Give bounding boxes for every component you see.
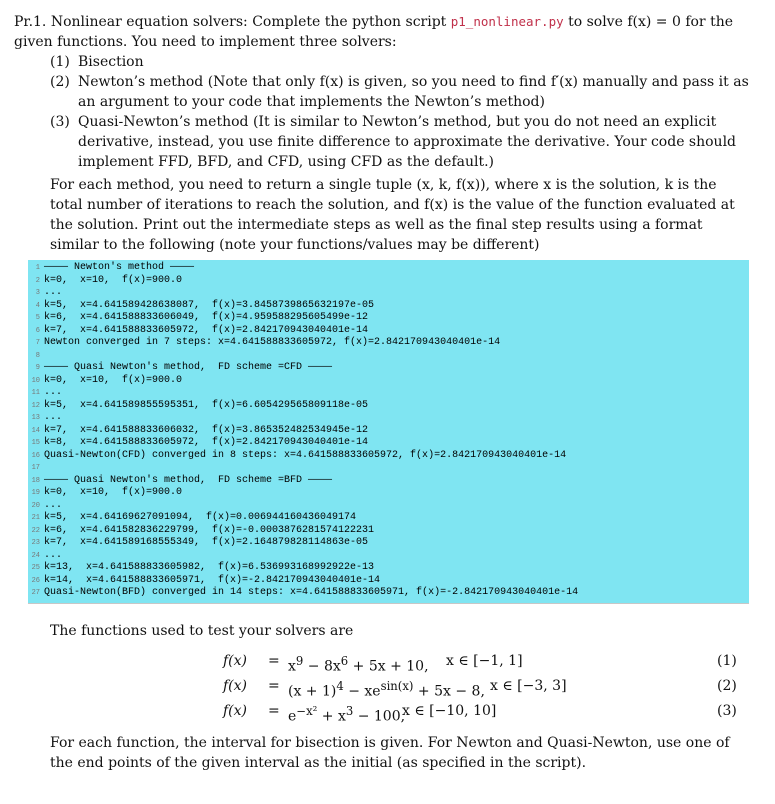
code-text: k=5, x=4.641589855595351, f(x)=6.605429565809118e-05 (44, 399, 369, 411)
code-text: k=5, x=4.64169627091094, f(x)=0.006944160436049174 (44, 512, 357, 523)
code-line (28, 500, 749, 512)
code-line (28, 425, 749, 437)
line-number: 19 (31, 489, 40, 497)
line-number: 25 (31, 564, 40, 572)
code-line (28, 462, 749, 474)
line-number: 8 (35, 351, 40, 360)
code-text: Quasi-Newton(BFD) converged in 14 steps: x=4.641588833605971, f(x)=-2.842170943040401e-14 (44, 587, 579, 598)
code-line (28, 400, 749, 412)
equation-lhs: f(x) (223, 678, 248, 694)
code-line (28, 587, 749, 599)
equation-number: (2) (717, 678, 737, 694)
line-number: 3 (35, 289, 40, 297)
code-line (28, 512, 749, 524)
equation-lhs: f(x) (223, 653, 248, 669)
code-line (28, 300, 749, 312)
code-line (28, 375, 749, 387)
method-instructions: For each method, you need to return a single tuple (x, k, f(x)), where x is the solution, k is the total number of iterations to reach the solution, and f(x) is the value of the function evaluated at the solution. Print out the intermediate steps as well as the final step results using a format similar to the following (note your functions/values may be different) (50, 177, 735, 253)
divider (28, 603, 749, 604)
code-text: Newton converged in 7 steps: x=4.641588833605972, f(x)=2.842170943040401e-14 (44, 337, 501, 348)
code-text: ... (44, 387, 63, 398)
line-number: 20 (31, 501, 40, 510)
equation-domain: x ∈ [−3, 3] (490, 678, 567, 694)
line-number: 4 (35, 301, 40, 310)
line-number: 23 (31, 539, 40, 547)
equation-equals: = (268, 703, 280, 719)
script-name: p1_nonlinear.py (450, 14, 564, 29)
list-item: (3) Quasi-Newton’s method (It is similar to Newton’s method, but you do not need an explicit derivative, instead, you use finite difference to approximate the derivative. Your code should implement FFD, BFD, and CFD, using CFD as the default.) (50, 114, 737, 170)
problem-statement (14, 12, 754, 52)
code-line (28, 450, 749, 462)
line-number: 21 (31, 514, 40, 522)
problem-intro-a: Nonlinear equation solvers: Complete the python script (50, 14, 451, 30)
code-line (28, 525, 749, 537)
line-number: 24 (31, 551, 40, 560)
line-number: 13 (31, 414, 40, 422)
line-number: 12 (31, 401, 40, 410)
code-line (28, 487, 749, 499)
solver-list (50, 52, 750, 172)
line-number: 27 (31, 589, 40, 597)
code-text: Quasi-Newton(CFD) converged in 8 steps: x=4.641588833605972, f(x)=2.842170943040401e-14 (44, 449, 567, 461)
line-number: 22 (31, 526, 40, 535)
code-line (28, 325, 749, 337)
code-line (28, 337, 749, 349)
code-line (28, 262, 749, 274)
code-text: ———— Newton's method ———— (44, 262, 195, 273)
code-line (28, 387, 749, 399)
code-text: k=0, x=10, f(x)=900.0 (44, 274, 183, 286)
code-line (28, 275, 749, 287)
line-number: 9 (35, 364, 40, 372)
code-text: ... (44, 412, 63, 423)
code-line (28, 350, 749, 362)
line-number: 5 (35, 314, 40, 322)
equation-number: (1) (717, 653, 737, 669)
line-number: 11 (31, 389, 40, 397)
code-text: ... (44, 549, 63, 561)
code-line (28, 362, 749, 374)
code-text: k=13, x=4.641588833605982, f(x)=6.536993168992922e-13 (44, 562, 375, 573)
line-number: 6 (35, 326, 40, 335)
line-number: 10 (31, 376, 40, 385)
code-line (28, 562, 749, 574)
line-number: 26 (31, 576, 40, 585)
code-line (28, 437, 749, 449)
code-text: k=7, x=4.641588833605972, f(x)=2.842170943040401e-14 (44, 324, 369, 336)
line-number: 2 (35, 276, 40, 285)
line-number: 1 (35, 264, 40, 272)
line-number: 7 (35, 339, 40, 347)
problem-intro-b: to solve f(x) = 0 for the given functions. You need to implement three solvers: (14, 14, 734, 50)
equation-rhs: $x^9 - 8x^6 + 5x + 10$, (288, 654, 429, 675)
code-text: k=0, x=10, f(x)=900.0 (44, 487, 183, 498)
line-number: 16 (31, 451, 40, 460)
code-line (28, 550, 749, 562)
code-text: k=5, x=4.641589428638087, f(x)=3.8458739865632197e-05 (44, 299, 375, 311)
code-line (28, 575, 749, 587)
code-line (28, 312, 749, 324)
code-text: k=7, x=4.641588833606032, f(x)=3.865352482534945e-12 (44, 424, 369, 436)
code-text: ... (44, 499, 63, 511)
problem-number: Pr.1. (14, 14, 47, 30)
code-line (28, 537, 749, 549)
list-item: (2) Newton’s method (Note that only f(x) is given, so you need to find f′(x) manually and pass it as an argument to your code that implements the Newton’s method) (50, 74, 749, 110)
equation-domain: x ∈ [−1, 1] (446, 653, 523, 669)
code-text: ———— Quasi Newton's method, FD scheme =CFD ———— (44, 362, 333, 373)
code-text: k=6, x=4.641582836229799, f(x)=-0.0003876281574122231 (44, 524, 375, 536)
functions-intro: The functions used to test your solvers are (50, 623, 354, 639)
line-number: 18 (31, 476, 40, 485)
equation-lhs: f(x) (223, 703, 248, 719)
line-number: 17 (31, 464, 40, 472)
code-text: k=6, x=4.641588833606049, f(x)=4.959588295605499e-12 (44, 312, 369, 323)
code-text: ———— Quasi Newton's method, FD scheme =BFD ———— (44, 474, 333, 486)
code-text: k=14, x=4.641588833605971, f(x)=-2.842170943040401e-14 (44, 574, 381, 586)
code-line (28, 412, 749, 424)
line-number: 14 (31, 426, 40, 435)
code-text: k=7, x=4.641589168555349, f(x)=2.164879828114863e-05 (44, 537, 369, 548)
code-text: ... (44, 287, 63, 298)
equation-equals: = (268, 678, 280, 694)
list-item: (1) Bisection (50, 54, 144, 70)
line-number: 15 (31, 439, 40, 447)
code-line (28, 475, 749, 487)
code-line (28, 287, 749, 299)
code-text: k=8, x=4.641588833605972, f(x)=2.842170943040401e-14 (44, 437, 369, 448)
equation-rhs: $(x + 1)^4 - xe^{sin(x)} + 5x - 8$, (288, 679, 485, 700)
equation-number: (3) (717, 703, 737, 719)
equation-equals: = (268, 653, 280, 669)
equation-domain: x ∈ [−10, 10] (402, 703, 497, 719)
code-text: k=0, x=10, f(x)=900.0 (44, 374, 183, 386)
equation-rhs: $e^{-x^2} + x^3 - 100$, (288, 704, 406, 725)
closing-paragraph: For each function, the interval for bisection is given. For Newton and Quasi-Newton, use one of the end points of the given interval as the initial (as specified in the script). (50, 735, 730, 771)
